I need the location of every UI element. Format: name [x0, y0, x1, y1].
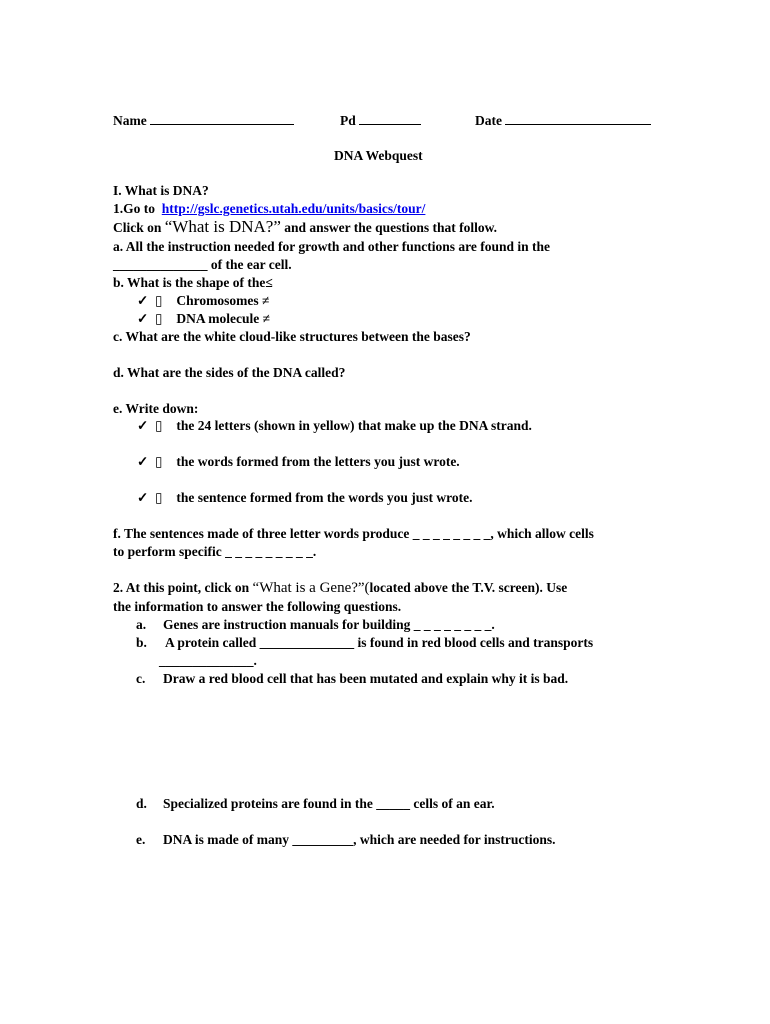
- list-item-text: DNA molecule ≠: [176, 311, 271, 326]
- question-a-line1: a. All the instruction needed for growth and other functions are found in the: [113, 239, 551, 254]
- page-title: DNA Webquest: [334, 148, 423, 163]
- list-item: [136, 796, 495, 812]
- checkmark-icon: ✓: [137, 311, 149, 326]
- missing-glyph-icon: ▯: [155, 454, 163, 469]
- question-f-line1: f. The sentences made of three letter words produce _ _ _ _ _ _ _ _, which allow cells: [113, 526, 594, 541]
- missing-glyph-icon: ▯: [155, 311, 163, 326]
- section1-heading: I. What is DNA?: [113, 183, 209, 198]
- date-field: [475, 112, 651, 129]
- list-marker: c.: [136, 671, 146, 686]
- list-item: [136, 635, 593, 651]
- date-label: Date: [475, 113, 502, 128]
- list-item: [136, 671, 568, 687]
- question-a-suffix: of the ear cell.: [210, 257, 292, 272]
- list-item-continuation: ______________.: [159, 653, 257, 668]
- list-item-text: A protein called ______________ is found in red blood cells and transports: [165, 635, 594, 650]
- missing-glyph-icon: ▯: [155, 418, 163, 433]
- section2-intro-prefix: 2. At this point, click on: [113, 580, 250, 595]
- section2-intro-line2: the information to answer the following questions.: [113, 599, 402, 614]
- checkmark-icon: ✓: [137, 454, 149, 469]
- goto-line: [113, 201, 425, 217]
- list-item: [136, 832, 556, 848]
- name-label: Name: [113, 113, 147, 128]
- section2-intro-line1: [113, 580, 567, 596]
- webquest-link[interactable]: http://gslc.genetics.utah.edu/units/basics/tour/: [161, 201, 426, 216]
- click-target: “What is DNA?”: [164, 217, 281, 236]
- question-b: b. What is the shape of the≤: [113, 275, 273, 290]
- question-d: d. What are the sides of the DNA called?: [113, 365, 346, 380]
- list-item-text: Draw a red blood cell that has been mutated and explain why it is bad.: [163, 671, 569, 686]
- question-c: c. What are the white cloud-like structures between the bases?: [113, 329, 471, 344]
- list-item: [137, 454, 460, 470]
- question-a-line2: [113, 257, 292, 273]
- checkmark-icon: ✓: [137, 418, 149, 433]
- section2-intro-target: “What is a Gene?”(: [252, 580, 370, 596]
- pd-label: Pd: [340, 113, 356, 128]
- click-suffix: and answer the questions that follow.: [284, 220, 498, 235]
- list-item: [136, 617, 495, 633]
- list-item-text: the words formed from the letters you just wrote.: [176, 454, 460, 469]
- list-item-text: Chromosomes ≠: [176, 293, 270, 308]
- list-item-text: Specialized proteins are found in the _____ cells of an ear.: [163, 796, 495, 811]
- list-item-text: Genes are instruction manuals for building _ _ _ _ _ _ _ _.: [163, 617, 495, 632]
- list-item-text: DNA is made of many _________, which are needed for instructions.: [163, 832, 556, 847]
- checkmark-icon: ✓: [137, 293, 149, 308]
- name-field: [113, 112, 294, 129]
- question-e: e. Write down:: [113, 401, 199, 416]
- list-marker: a.: [136, 617, 147, 632]
- question-a-blank: ______________: [113, 257, 208, 272]
- question-f-line2: to perform specific _ _ _ _ _ _ _ _ _.: [113, 544, 317, 559]
- section2-intro-suffix: located above the T.V. screen). Use: [369, 580, 568, 595]
- pd-blank: [359, 112, 421, 125]
- checkmark-icon: ✓: [137, 490, 149, 505]
- click-prefix: Click on: [113, 220, 162, 235]
- goto-prefix: 1.Go to: [113, 201, 155, 216]
- list-item: [137, 418, 532, 434]
- list-item-text: the sentence formed from the words you just wrote.: [176, 490, 473, 505]
- list-marker: d.: [136, 796, 147, 811]
- pd-field: [340, 112, 421, 129]
- missing-glyph-icon: ▯: [155, 490, 163, 505]
- date-blank: [505, 112, 651, 125]
- list-item: [137, 293, 269, 309]
- list-marker: b.: [136, 635, 147, 650]
- name-blank: [150, 112, 294, 125]
- list-item-text: the 24 letters (shown in yellow) that make up the DNA strand.: [176, 418, 532, 433]
- list-marker: e.: [136, 832, 146, 847]
- click-line: [113, 219, 497, 236]
- list-item: [137, 311, 270, 327]
- missing-glyph-icon: ▯: [155, 293, 163, 308]
- list-item: [137, 490, 472, 506]
